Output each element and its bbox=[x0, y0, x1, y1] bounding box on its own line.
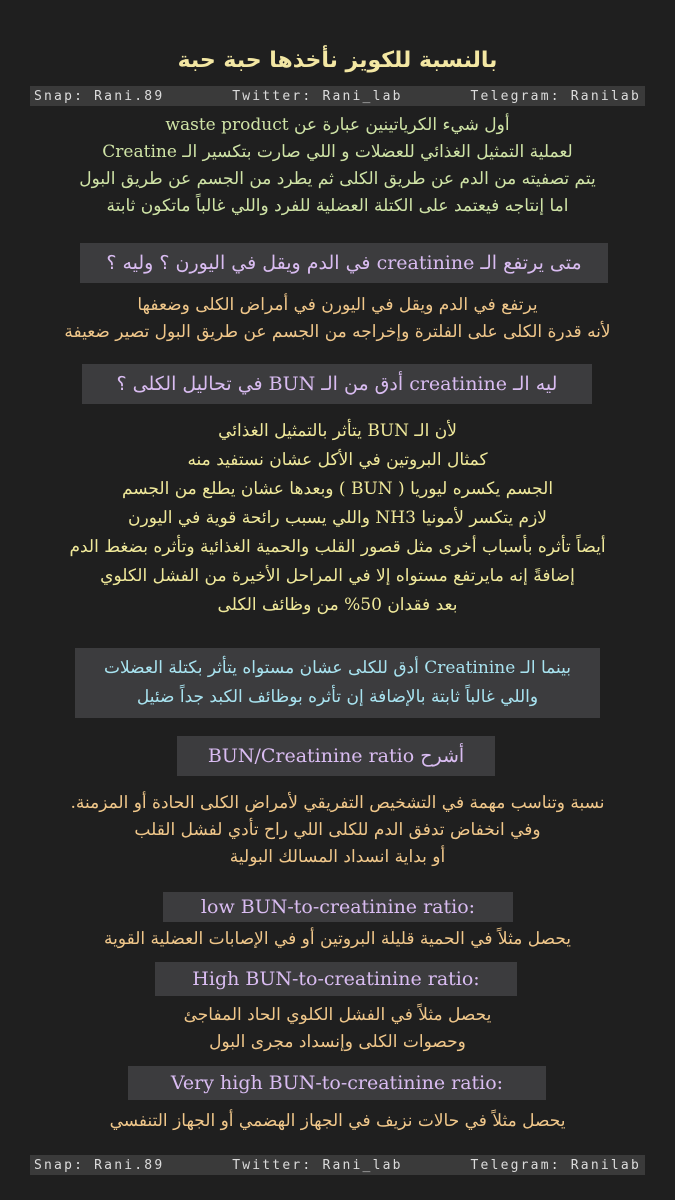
high-ratio-answer bbox=[0, 1002, 675, 1056]
telegram-handle: Telegram: Ranilab bbox=[470, 88, 641, 104]
q3-line: أو بداية انسداد المسالك البولية bbox=[229, 847, 446, 867]
high-ratio-heading: High BUN-to-creatinine ratio: bbox=[155, 962, 517, 996]
q1-heading: متى يرتفع الـ creatinine في الدم ويقل في اليورن ؟ وليه ؟ bbox=[80, 243, 608, 283]
intro-line: أول شيء الكرياتينين عبارة عن waste product bbox=[165, 115, 510, 135]
q3-line: نسبة وتناسب مهمة في التشخيص التفريقي لأمراض الكلى الحادة أو المزمنة. bbox=[70, 793, 605, 813]
page-title: بالنسبة للكويز نأخذها حبة حبة bbox=[177, 48, 498, 73]
note-line: واللي غالباً ثابتة بالإضافة إن تأثره بوظائف الكبد جداً ضئيل bbox=[136, 687, 539, 707]
creatinine-note bbox=[75, 648, 600, 718]
q2-heading: ليه الـ creatinine أدق من الـ BUN في تحاليل الكلى ؟ bbox=[82, 364, 592, 404]
q3-heading: أشرح BUN/Creatinine ratio bbox=[177, 736, 495, 776]
twitter-handle: Twitter: Rani_lab bbox=[232, 88, 403, 104]
q2-line: إضافةً إنه مايرتفع مستواه إلا في المراحل الأخيرة من الفشل الكلوي bbox=[100, 566, 575, 586]
q3-answer bbox=[0, 790, 675, 871]
q2-line: لازم يتكسر لأمونيا NH3 واللي يسبب رائحة قوية في اليورن bbox=[128, 508, 547, 528]
q3-line: وفي انخفاض تدفق الدم للكلى اللي راح تأدي لفشل القلب bbox=[134, 820, 541, 840]
intro-section bbox=[0, 112, 675, 220]
social-bar-bottom bbox=[30, 1155, 645, 1175]
telegram-handle: Telegram: Ranilab bbox=[470, 1157, 641, 1173]
q2-line: بعد فقدان 50% من وظائف الكلى bbox=[217, 595, 458, 615]
very-high-ratio-answer bbox=[0, 1108, 675, 1135]
low-ratio-line: يحصل مثلاً في الحمية قليلة البروتين أو في الإصابات العضلية القوية bbox=[103, 929, 572, 949]
very-high-ratio-heading: Very high BUN-to-creatinine ratio: bbox=[128, 1066, 546, 1100]
q1-answer bbox=[0, 292, 675, 346]
q2-line: أيضاً تأثره بأسباب أخرى مثل قصور القلب والحمية الغذائية وتأثره بضغط الدم bbox=[69, 537, 606, 557]
social-bar-top bbox=[30, 86, 645, 106]
twitter-handle: Twitter: Rani_lab bbox=[232, 1157, 403, 1173]
low-ratio-heading: low BUN-to-creatinine ratio: bbox=[163, 892, 513, 922]
high-ratio-line: يحصل مثلاً في الفشل الكلوي الحاد المفاجئ bbox=[183, 1005, 492, 1025]
very-high-ratio-line: يحصل مثلاً في حالات نزيف في الجهاز الهضمي أو الجهاز التنفسي bbox=[109, 1111, 566, 1131]
intro-line: اما إنتاجه فيعتمد على الكتلة العضلية للفرد واللي غالباً ماتكون ثابتة bbox=[106, 196, 569, 216]
q2-line: كمثال البروتين في الأكل عشان نستفيد منه bbox=[187, 450, 488, 470]
q2-line: الجسم يكسره ليوريا ( BUN ) وبعدها عشان يطلع من الجسم bbox=[121, 479, 554, 499]
snap-handle: Snap: Rani.89 bbox=[34, 1157, 165, 1173]
intro-line: لعملية التمثيل الغذائي للعضلات و اللي صارت بتكسير الـ Creatine bbox=[102, 142, 573, 162]
note-line: بينما الـ Creatinine أدق للكلى عشان مستواه يتأثر بكتلة العضلات bbox=[104, 658, 571, 678]
snap-handle: Snap: Rani.89 bbox=[34, 88, 165, 104]
intro-line: يتم تصفيته من الدم عن طريق الكلى ثم يطرد من الجسم عن طريق البول bbox=[79, 169, 596, 189]
q1-line: يرتفع في الدم ويقل في اليورن في أمراض الكلى وضعفها bbox=[137, 295, 538, 315]
q2-answer bbox=[0, 417, 675, 620]
low-ratio-answer bbox=[0, 926, 675, 953]
q2-line: لأن الـ BUN يتأثر بالتمثيل الغذائي bbox=[218, 421, 457, 441]
high-ratio-line: وحصوات الكلى وإنسداد مجرى البول bbox=[209, 1032, 466, 1052]
q1-line: لأنه قدرة الكلى على الفلترة وإخراجه من الجسم عن طريق البول تصير ضعيفة bbox=[64, 322, 611, 342]
